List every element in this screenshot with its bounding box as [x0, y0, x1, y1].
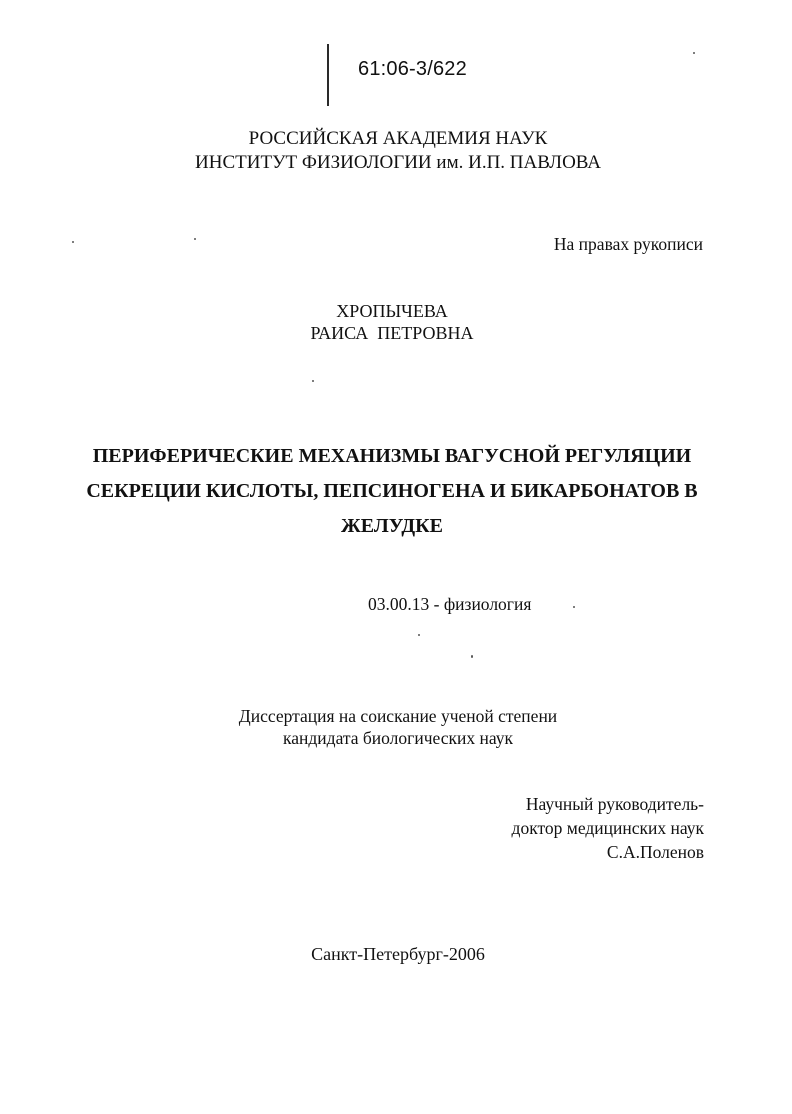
scan-speck [693, 52, 695, 54]
organization-block [2, 127, 792, 175]
organization-line-1: РОССИЙСКАЯ АКАДЕМИЯ НАУК [248, 128, 548, 149]
city-year: Санкт-Петербург-2006 [311, 944, 485, 964]
thesis-title [0, 439, 788, 544]
title-line-2: СЕКРЕЦИИ КИСЛОТЫ, ПЕПСИНОГЕНА И БИКАРБОНАТОВ В [86, 480, 698, 502]
scan-speck [471, 655, 473, 658]
manuscript-rights-note: На правах рукописи [553, 234, 703, 254]
stamp-divider [327, 44, 329, 106]
scan-speck [194, 238, 196, 240]
supervisor-block [512, 792, 704, 864]
organization-line-2: ИНСТИТУТ ФИЗИОЛОГИИ им. И.П. ПАВЛОВА [195, 152, 601, 173]
scan-speck [312, 380, 314, 382]
scan-speck [573, 606, 575, 608]
degree-line-1: Диссертация на соискание ученой степени [238, 706, 558, 726]
scan-speck [418, 634, 420, 636]
title-line-1: ПЕРИФЕРИЧЕСКИЕ МЕХАНИЗМЫ ВАГУСНОЙ РЕГУЛЯЦИИ [92, 445, 692, 467]
supervisor-role: Научный руководитель- [525, 794, 704, 814]
supervisor-degree: доктор медицинских наук [511, 818, 704, 838]
title-line-3: ЖЕЛУДКЕ [340, 515, 443, 537]
specialty-code: 03.00.13 - физиология [368, 594, 532, 614]
degree-block [2, 705, 792, 749]
scan-speck [72, 241, 74, 243]
degree-line-2: кандидата биологических наук [283, 728, 513, 748]
library-code-stamp: 61:06-3/622 [358, 58, 467, 80]
author-block [0, 300, 788, 344]
author-name: РАИСА ПЕТРОВНА [310, 323, 474, 343]
author-surname: ХРОПЫЧЕВА [336, 301, 448, 321]
supervisor-name: С.А.Поленов [606, 842, 704, 862]
